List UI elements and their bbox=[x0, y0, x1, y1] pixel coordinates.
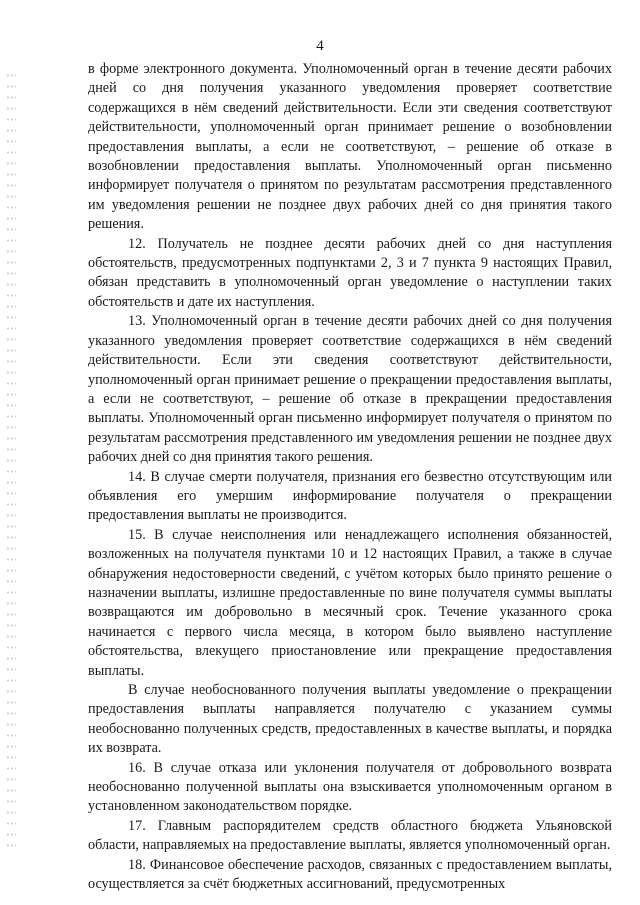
document-body bbox=[88, 60, 612, 894]
paragraph-15-part-2: В случае необоснованного получения выплаты уведомление о прекращении предоставления выплаты направляется получателю с указанием суммы необоснованно полученных средств, предоставленных в качестве выплаты, и порядка их возврата. bbox=[88, 682, 612, 757]
paragraph-12: 12. Получатель не позднее десяти рабочих дней со дня наступления обстоятельств, предусмотренных подпунктами 2, 3 и 7 пункта 9 настоящих Правил, обязан представить в уполномоченный орган уведомление о наступлении таких обстоятельств и дате их наступления. bbox=[88, 235, 612, 310]
page-number: 4 bbox=[316, 38, 324, 54]
paragraph-13: 13. Уполномоченный орган в течение десяти рабочих дней со дня получения указанного уведомления проверяет соответствие содержащихся в нём сведений действительности. Если эти сведения соответствуют действительности, уполномоченный орган принимает решение о прекращении предоставления выплаты, а если не соответствуют, – решение об отказе в прекращении предоставления выплаты. Уполномоченный орган письменно информирует получателя о принятом по результатам рассмотрения представленного им уведомления решении не позднее двух рабочих дней со дня принятия такого решения. bbox=[88, 313, 612, 466]
scan-margin-artifact bbox=[6, 70, 16, 850]
paragraph-18: 18. Финансовое обеспечение расходов, связанных с предоставлением выплаты, осуществляется за счёт бюджетных ассигнований, предусмотренных bbox=[88, 856, 612, 893]
paragraph-15: 15. В случае неисполнения или ненадлежащего исполнения обязанностей, возложенных на получателя пунктами 10 и 12 настоящих Правил, а также в случае обнаружения недостоверности сведений, с учётом которых было принято решение о назначении выплаты, излишне предоставленные по вине получателя суммы выплаты возвращаются им добровольно в месячный срок. Течение указанного срока начинается с первого числа месяца, в котором было выявлено наступление обстоятельства, влекущего приостановление или прекращение предоставления выплаты. bbox=[88, 526, 612, 679]
paragraph-16: 16. В случае отказа или уклонения получателя от добровольного возврата необоснованно полученной выплаты она взыскивается уполномоченным органом в установленном законодательством порядке. bbox=[88, 759, 612, 815]
paragraph-17: 17. Главным распорядителем средств областного бюджета Ульяновской области, направляемых на предоставление выплаты, является уполномоченный орган. bbox=[88, 817, 612, 854]
paragraph-14: 14. В случае смерти получателя, признания его безвестно отсутствующим или объявления его умершим информирование получателя о прекращении предоставления выплаты не производится. bbox=[88, 468, 612, 524]
paragraph-continuation: в форме электронного документа. Уполномоченный орган в течение десяти рабочих дней со дня получения указанного уведомления проверяет соответствие содержащихся в нём сведений действительности. Если эти сведения соответствуют действительности, уполномоченный орган принимает решение о возобновлении предоставления выплаты, а если не соответствуют, – решение об отказе в возобновлении предоставления выплаты. Уполномоченный орган письменно информирует получателя о принятом по результатам рассмотрения представленного им уведомления решении не позднее двух рабочих дней со дня принятия такого решения. bbox=[88, 61, 612, 233]
